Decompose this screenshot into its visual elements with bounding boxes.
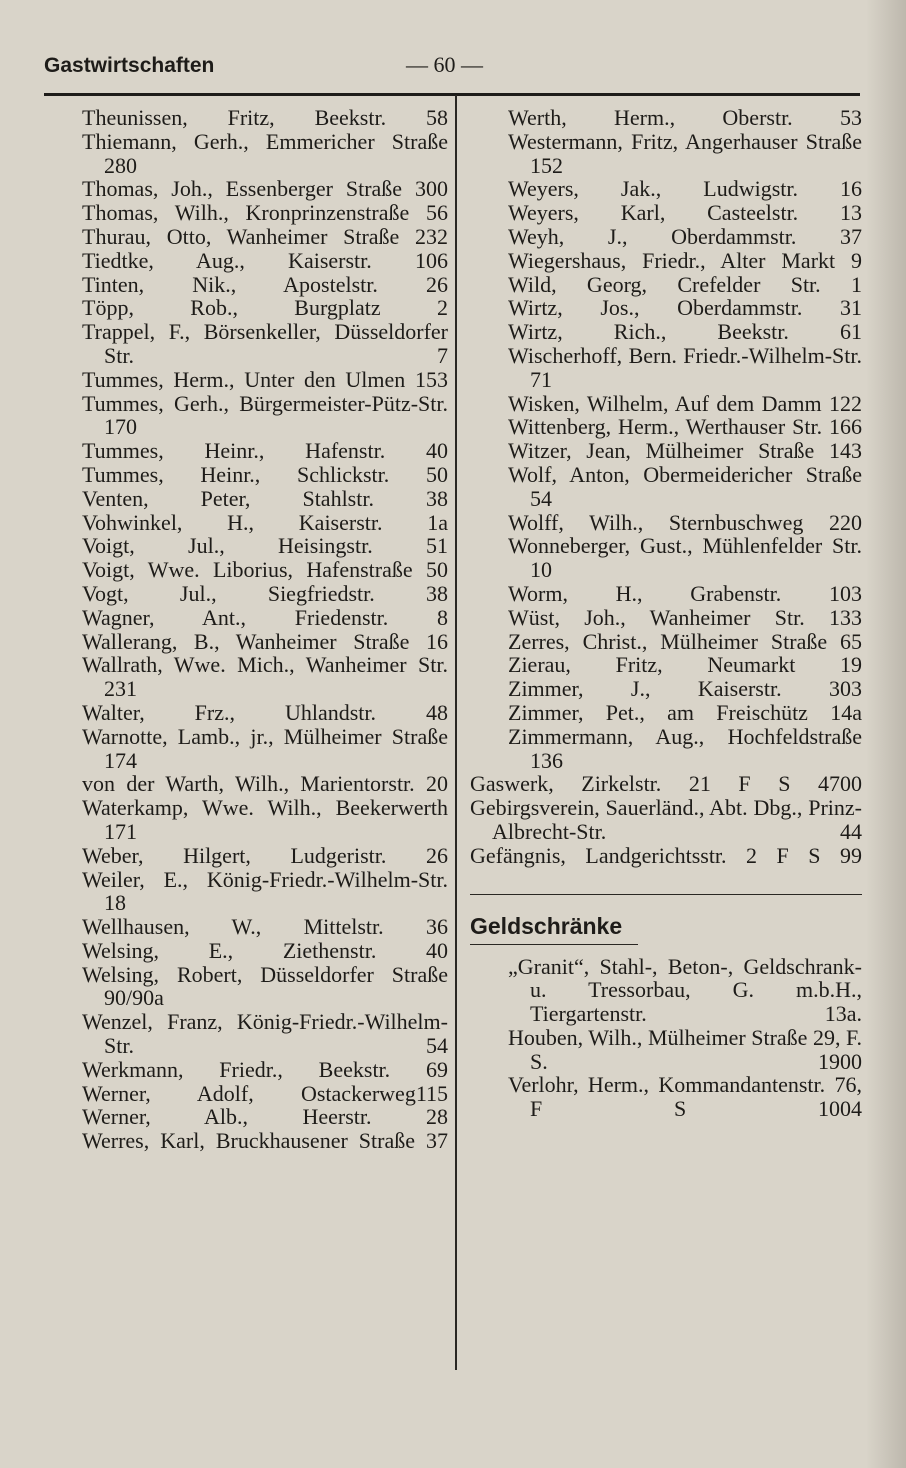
list-item: Zimmer, Pet., am Freischütz 14a	[508, 699, 862, 725]
section-title: Gastwirtschaften	[44, 54, 215, 77]
list-item: Welsing, E., Ziethenstr. 40	[82, 937, 448, 963]
list-item: Thomas, Wilh., Kronprinzenstraße 56	[82, 200, 448, 226]
list-item: Wallrath, Wwe. Mich., Wanheimer Str. 231	[82, 652, 448, 702]
list-item: Zerres, Christ., Mülheimer Straße 65	[508, 628, 862, 654]
list-item: Wisken, Wilhelm, Auf dem Damm 122	[508, 390, 862, 416]
list-item: Weber, Hilgert, Ludgeristr. 26	[82, 842, 448, 868]
list-item: Wellhausen, W., Mittelstr. 36	[82, 914, 448, 940]
list-item: Tiedtke, Aug., Kaiserstr. 106	[82, 247, 448, 273]
list-item: Zierau, Fritz, Neumarkt 19	[508, 652, 862, 678]
list-item: Theunissen, Fritz, Beekstr. 58	[82, 105, 448, 130]
list-item: Weyers, Jak., Ludwigstr. 16	[508, 176, 862, 202]
list-item: Wild, Georg, Crefelder Str. 1	[508, 271, 862, 297]
list-item: Warnotte, Lamb., jr., Mülheimer Straße 174	[82, 723, 448, 773]
list-item: Tummes, Herm., Unter den Ulmen 153	[82, 366, 448, 392]
list-item: Werner, Alb., Heerstr. 28	[82, 1104, 448, 1130]
list-item: Wonneberger, Gust., Mühlenfelder Str. 10	[508, 533, 862, 583]
list-item: Gaswerk, Zirkelstr. 21 F S 4700	[470, 771, 862, 797]
list-item: Weyers, Karl, Casteelstr. 13	[508, 200, 862, 226]
list-item: Werres, Karl, Bruckhausener Straße 37	[82, 1128, 448, 1154]
list-item: Wiegershaus, Friedr., Alter Markt 9	[508, 247, 862, 273]
list-item: Wagner, Ant., Friedenstr. 8	[82, 604, 448, 630]
list-item: Wallerang, B., Wanheimer Straße 16	[82, 628, 448, 654]
list-item: Gefängnis, Landgerichtsstr. 2 F S 99	[470, 842, 862, 868]
list-item: Wirtz, Rich., Beekstr. 61	[508, 319, 862, 345]
left-column	[82, 106, 448, 1153]
list-item: „Granit“, Stahl-, Beton-, Geldschrank- u. Tressorbau, G. m.b.H., Tiergartenstr. 13a.	[508, 953, 862, 1027]
list-item: Houben, Wilh., Mülheimer Straße 29, F. S. 1900	[508, 1024, 862, 1074]
list-item: Werkmann, Friedr., Beekstr. 69	[82, 1056, 448, 1082]
list-item: Walter, Frz., Uhlandstr. 48	[82, 699, 448, 725]
list-item: von der Warth, Wilh., Marientorstr. 20	[82, 771, 448, 797]
list-item: Tummes, Gerh., Bürgermeister-Pütz-Str. 170	[82, 390, 448, 440]
list-item: Zimmer, J., Kaiserstr. 303	[508, 676, 862, 702]
list-item: Werth, Herm., Oberstr. 53	[508, 105, 862, 130]
list-item: Wirtz, Jos., Oberdammstr. 31	[508, 295, 862, 321]
header-rule	[44, 93, 860, 96]
list-item: Verlohr, Herm., Kommandantenstr. 76, F S 1004	[508, 1072, 862, 1122]
list-item: Werner, Adolf, Ostackerweg115	[82, 1080, 448, 1106]
list-item: Wenzel, Franz, König-Friedr.-Wilhelm-Str. 54	[82, 1009, 448, 1059]
section-rule	[470, 894, 862, 895]
list-item: Wolff, Wilh., Sternbuschweg 220	[508, 509, 862, 535]
subsection-heading: Geldschränke	[470, 912, 623, 939]
list-item: Tummes, Heinr., Hafenstr. 40	[82, 438, 448, 464]
list-item: Weyh, J., Oberdammstr. 37	[508, 223, 862, 249]
list-item: Thurau, Otto, Wanheimer Straße 232	[82, 223, 448, 249]
geldschraenke-entries	[470, 955, 862, 1122]
column-divider	[455, 95, 457, 1370]
right-column	[470, 106, 862, 1121]
list-item: Töpp, Rob., Burgplatz 2	[82, 295, 448, 321]
list-item: Weiler, E., König-Friedr.-Wilhelm-Str. 18	[82, 866, 448, 916]
list-item: Trappel, F., Börsenkeller, Düsseldorfer Str. 7	[82, 319, 448, 368]
list-item: Westermann, Fritz, Angerhauser Straße 152	[508, 128, 862, 178]
list-item: Worm, H., Grabenstr. 103	[508, 580, 862, 606]
list-item: Witzer, Jean, Mülheimer Straße 143	[508, 438, 862, 464]
page-number: — 60 —	[406, 52, 483, 77]
page-edge-shadow	[866, 0, 906, 1468]
heading-underline	[470, 944, 638, 945]
list-item: Venten, Peter, Stahlstr. 38	[82, 485, 448, 511]
list-item: Vogt, Jul., Siegfriedstr. 38	[82, 580, 448, 606]
list-item: Wittenberg, Herm., Werthauser Str. 166	[508, 414, 862, 440]
list-item: Welsing, Robert, Düsseldorfer Straße 90/90a	[82, 961, 448, 1011]
list-item: Voigt, Jul., Heisingstr. 51	[82, 533, 448, 559]
list-item: Wüst, Joh., Wanheimer Str. 133	[508, 604, 862, 630]
w-z-entries	[470, 106, 862, 772]
list-item: Waterkamp, Wwe. Wilh., Beekerwerth 171	[82, 795, 448, 844]
page-header	[44, 48, 860, 88]
list-item: Wolf, Anton, Obermeidericher Straße 54	[508, 461, 862, 511]
list-item: Tummes, Heinr., Schlickstr. 50	[82, 461, 448, 487]
list-item: Voigt, Wwe. Liborius, Hafenstraße 50	[82, 557, 448, 583]
list-item: Tinten, Nik., Apostelstr. 26	[82, 271, 448, 297]
list-item: Wischerhoff, Bern. Friedr.-Wilhelm-Str. 71	[508, 342, 862, 392]
list-item: Thiemann, Gerh., Emmericher Straße 280	[82, 128, 448, 178]
list-item: Thomas, Joh., Essenberger Straße 300	[82, 176, 448, 202]
list-item: Vohwinkel, H., Kaiserstr. 1a	[82, 509, 448, 535]
list-item: Gebirgsverein, Sauerländ., Abt. Dbg., Prinz-Albrecht-Str. 44	[470, 795, 862, 844]
list-item: Zimmermann, Aug., Hochfeldstraße 136	[508, 723, 862, 773]
